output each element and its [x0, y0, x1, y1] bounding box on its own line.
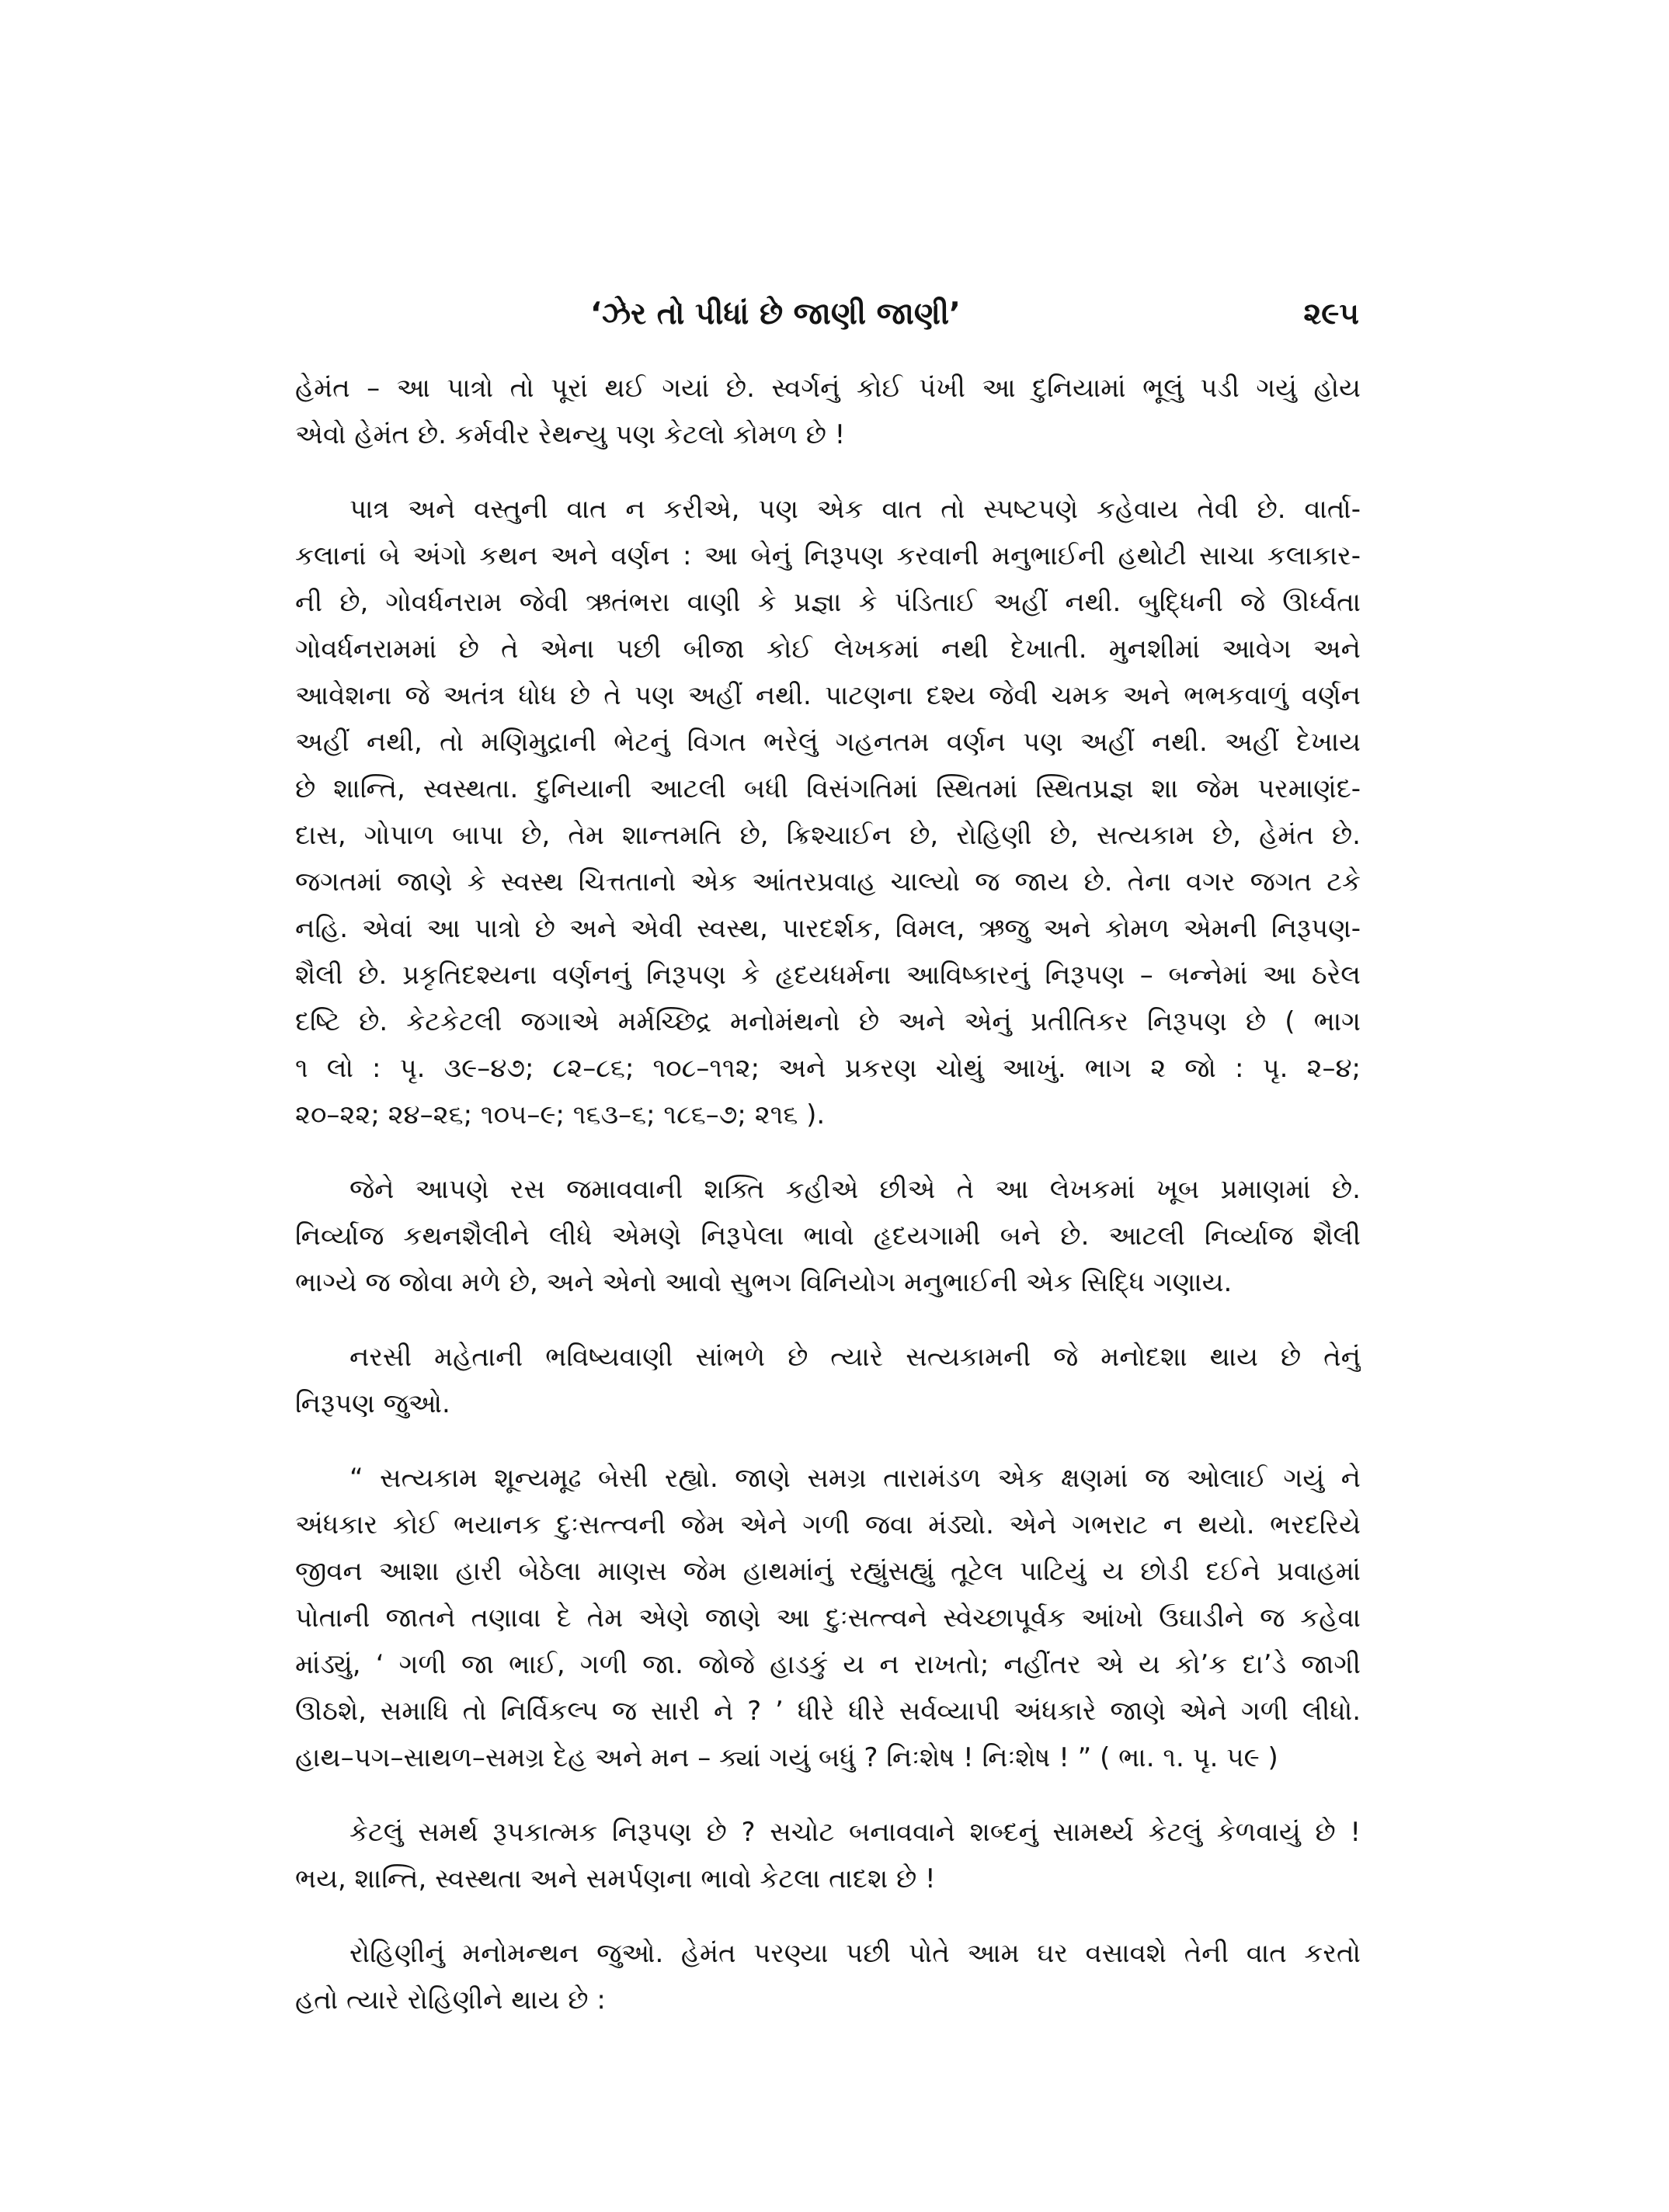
text-line: અહીં નથી, તો મણિમુદ્રાની ભેટનું વિગત ભરેલું ગહનતમ વર્ણન પણ અહીં નથી. અહીં દેખાય [295, 727, 1361, 758]
page-number: ૨૯૫ [1303, 297, 1359, 332]
paragraph [295, 365, 1361, 458]
text-line: ૧ લો : પૃ. ૩૯–૪૭; ૮૨–૮૬; ૧૦૮–૧૧૨; અને પ્રકરણ ચોથું આખું. ભાગ ૨ જો : પૃ. ૨–૪; [295, 1053, 1361, 1084]
paragraph-gap [295, 1427, 1361, 1455]
text-line: હેમંત – આ પાત્રો તો પૂરાં થઈ ગયાં છે. સ્વર્ગનું કોઈ પંખી આ દુનિયામાં ભૂલું પડી ગયું હોય [295, 373, 1361, 404]
text-line: નિરૂપણ જુઓ. [295, 1388, 450, 1419]
text-line: જીવન આશા હારી બેઠેલા માણસ જેમ હાથમાંનું રહ્યુંસહ્યું તૂટેલ પાટિયું ય છોડી દઈને પ્રવાહમાં [295, 1556, 1361, 1587]
text-line: છે શાન્તિ, સ્વસ્થતા. દુનિયાની આટલી બધી વિસંગતિમાં સ્થિતમાં સ્થિતપ્રજ્ઞ શા જેમ પરમાણંદ- [295, 773, 1361, 804]
paragraph [295, 1334, 1361, 1427]
text-line: કેટલું સમર્થ રૂપકાત્મક નિરૂપણ છે ? સચોટ બનાવવાને શબ્દનું સામર્થ્ય કેટલું કેળવાયું છે ! [349, 1817, 1361, 1848]
text-line: ભય, શાન્તિ, સ્વસ્થતા અને સમર્પણના ભાવો કેટલા તાદશ છે ! [295, 1863, 936, 1894]
text-line: જેને આપણે રસ જમાવવાની શક્તિ કહીએ છીએ તે આ લેખકમાં ખૂબ પ્રમાણમાં છે. [349, 1174, 1361, 1205]
paragraph [295, 1166, 1361, 1306]
text-line: કલાનાં બે અંગો કથન અને વર્ણન : આ બેનું નિરૂપણ કરવાની મનુભાઈની હથોટી સાચા કલાકાર- [295, 540, 1361, 571]
paragraph [295, 486, 1361, 1138]
text-line: દાસ, ગોપાળ બાપા છે, તેમ શાન્તમતિ છે, ક્રિશ્ચાઈન છે, રોહિણી છે, સત્યકામ છે, હેમંત છે. [295, 820, 1361, 851]
paragraph [295, 1455, 1361, 1781]
running-title: ‘ઝેર તો પીધાં છે જાણી જાણી’ [590, 297, 961, 332]
text-line: પાત્ર અને વસ્તુની વાત ન કરીએ, પણ એક વાત તો સ્પષ્ટપણે કહેવાય તેવી છે. વાર્તા- [349, 494, 1361, 525]
paragraph-gap [295, 458, 1361, 486]
paragraph [295, 1809, 1361, 1902]
text-line: ઊઠશે, સમાધિ તો નિર્વિકલ્પ જ સારી ને ? ’ ધીરે ધીરે સર્વવ્યાપી અંધકારે જાણે એને ગળી લીધો. [295, 1696, 1361, 1727]
paragraph-gap [295, 1781, 1361, 1809]
text-line: હતો ત્યારે રોહિણીને થાય છે : [295, 1985, 606, 2016]
paragraph-gap [295, 1306, 1361, 1334]
text-line: આવેશના જે અતંત્ર ધોધ છે તે પણ અહીં નથી. પાટણના દશ્ય જેવી ચમક અને ભભકવાળું વર્ણન [295, 680, 1361, 711]
paragraph-gap [295, 1902, 1361, 1930]
running-header [295, 297, 1359, 343]
text-line: ની છે, ગોવર્ધનરામ જેવી ઋતંભરા વાણી કે પ્રજ્ઞા કે પંડિતાઈ અહીં નથી. બુદ્ધિની જે ઊર્ધ્વતા [295, 587, 1361, 618]
text-line: પોતાની જાતને તણાવા દે તેમ એણે જાણે આ દુઃસત્ત્વને સ્વેચ્છાપૂર્વક આંખો ઉઘાડીને જ કહેવા [295, 1603, 1361, 1634]
text-line: એવો હેમંત છે. કર્મવીર રેથન્યુ પણ કેટલો કોમળ છે ! [295, 419, 846, 450]
paragraph [295, 1930, 1361, 2023]
text-line: ગોવર્ધનરામમાં છે તે એના પછી બીજા કોઈ લેખકમાં નથી દેખાતી. મુનશીમાં આવેગ અને [295, 634, 1361, 665]
text-line: શૈલી છે. પ્રકૃતિદશ્યના વર્ણનનું નિરૂપણ કે હૃદયધર્મના આવિષ્કારનું નિરૂપણ – બન્નેમાં આ ઠરેલ [295, 960, 1361, 991]
text-line: નરસી મહેતાની ભવિષ્યવાણી સાંભળે છે ત્યારે સત્યકામની જે મનોદશા થાય છે તેનું [349, 1342, 1361, 1373]
text-line: રોહિણીનું મનોમન્થન જુઓ. હેમંત પરણ્યા પછી પોતે આમ ઘર વસાવશે તેની વાત કરતો [349, 1938, 1361, 1969]
body-text [295, 365, 1361, 2023]
text-line: નહિ. એવાં આ પાત્રો છે અને એવી સ્વસ્થ, પારદર્શક, વિમલ, ઋજુ અને કોમળ એમની નિરૂપણ- [295, 913, 1361, 944]
text-line: ૨૦–૨૨; ૨૪–૨૬; ૧૦૫–૯; ૧૬૩–૬; ૧૮૬–૭; ૨૧૬ ). [295, 1099, 826, 1130]
text-line: હાથ–પગ–સાથળ–સમગ્ર દેહ અને મન – ક્યાં ગયું બધું ? નિઃશેષ ! નિઃશેષ ! ” ( ભા. ૧. પૃ. ૫૯ ) [295, 1742, 1278, 1773]
paragraph-gap [295, 1138, 1361, 1166]
text-line: ભાગ્યે જ જોવા મળે છે, અને એનો આવો સુભગ વિનિયોગ મનુભાઈની એક સિદ્ધિ ગણાય. [295, 1267, 1233, 1298]
text-line: દષ્ટિ છે. કેટકેટલી જગાએ મર્મચ્છિદ્ર મનોમંથનો છે અને એનું પ્રતીતિકર નિરૂપણ છે ( ભાગ [295, 1006, 1361, 1037]
text-line: અંધકાર કોઈ ભયાનક દુઃસત્ત્વની જેમ એને ગળી જવા મંડ્યો. એને ગભરાટ ન થયો. ભરદરિયે [295, 1509, 1361, 1540]
text-line: “ સત્યકામ શૂન્યમૂઢ બેસી રહ્યો. જાણે સમગ્ર તારામંડળ એક ક્ષણમાં જ ઓલાઈ ગયું ને [349, 1463, 1361, 1494]
text-line: જગતમાં જાણે કે સ્વસ્થ ચિત્તતાનો એક આંતરપ્રવાહ ચાલ્યો જ જાય છે. તેના વગર જગત ટકે [295, 866, 1361, 898]
text-line: નિર્વ્યાજ કથનશૈલીને લીધે એમણે નિરૂપેલા ભાવો હૃદયગામી બને છે. આટલી નિર્વ્યાજ શૈલી [295, 1221, 1361, 1252]
text-line: માંડ્યું, ‘ ગળી જા ભાઈ, ગળી જા. જોજે હાડકું ય ન રાખતો; નહીંતર એ ય કો’ક દા’ડે જાગી [295, 1649, 1361, 1680]
